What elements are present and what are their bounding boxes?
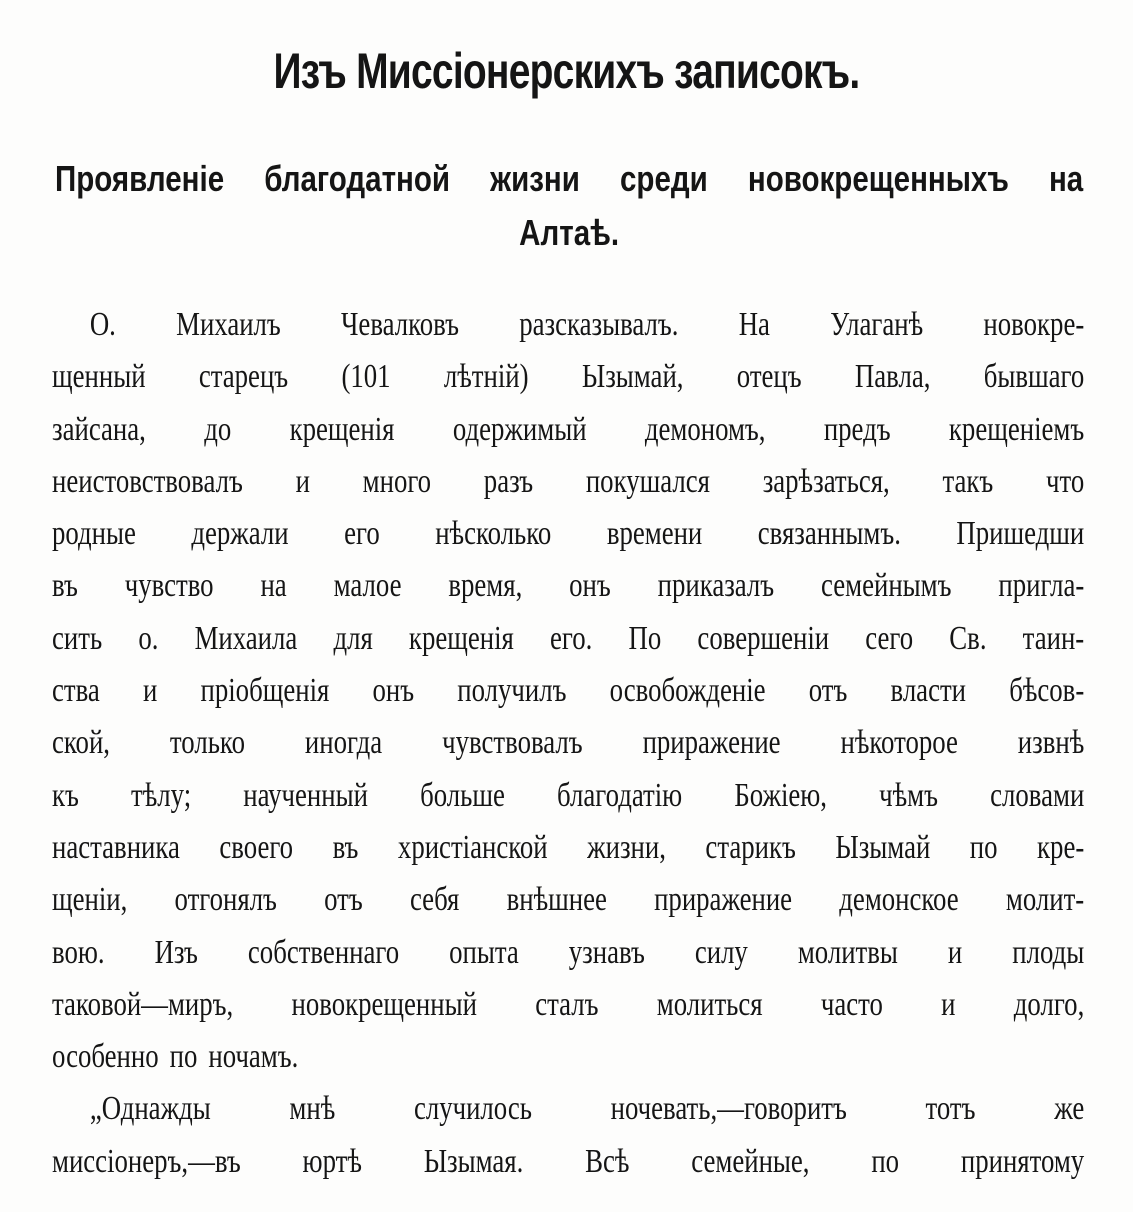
body-line bbox=[52, 1031, 1084, 1083]
body-word: только bbox=[169, 724, 245, 762]
page-title: Изъ Миссіонерскихъ записокъ. bbox=[273, 43, 860, 99]
body-word: иногда bbox=[304, 724, 383, 762]
body-word: случилось bbox=[413, 1090, 532, 1128]
body-line bbox=[52, 456, 1084, 508]
body-word: къ bbox=[52, 776, 79, 814]
body-line bbox=[52, 927, 1084, 979]
body-word: о. bbox=[138, 619, 159, 657]
body-word: Павла, bbox=[854, 358, 931, 396]
body-word: старикъ bbox=[705, 828, 796, 866]
body-word: долго, bbox=[1013, 985, 1085, 1023]
body-line bbox=[52, 665, 1084, 717]
body-line bbox=[52, 979, 1084, 1031]
body-word: держали bbox=[191, 515, 289, 553]
body-word: ской, bbox=[52, 724, 110, 762]
body-word: нѣкоторое bbox=[840, 724, 958, 762]
body-word: что bbox=[1046, 462, 1085, 500]
body-word: разсказывалъ. bbox=[519, 306, 679, 343]
body-word: своего bbox=[219, 828, 294, 866]
body-word: связаннымъ. bbox=[757, 515, 901, 553]
subtitle-word: благодатной bbox=[264, 158, 451, 199]
body-word: же bbox=[1054, 1090, 1085, 1128]
body-line bbox=[52, 508, 1084, 560]
body-word: сталъ bbox=[535, 985, 599, 1023]
body-line bbox=[52, 822, 1084, 874]
body-word: тѣлу; bbox=[131, 776, 192, 814]
body-word: Изъ bbox=[154, 933, 198, 971]
body-word: По bbox=[628, 619, 662, 657]
body-word: молиться bbox=[656, 985, 763, 1023]
body-word: кре- bbox=[1037, 828, 1085, 866]
body-word: ночевать,—говоритъ bbox=[610, 1090, 847, 1128]
body-word: демонское bbox=[839, 881, 959, 919]
body-word: Ызымая. bbox=[423, 1142, 524, 1180]
body-word: отъ bbox=[808, 672, 848, 710]
body-line bbox=[52, 299, 1084, 351]
body-word: опыта bbox=[449, 933, 519, 971]
body-word: особенно bbox=[52, 1038, 159, 1076]
body-word: такъ bbox=[942, 462, 994, 500]
body-word: вою. bbox=[52, 933, 105, 971]
body-word: приражение bbox=[642, 724, 781, 762]
body-word: молит- bbox=[1005, 881, 1085, 919]
body-word: чѣмъ bbox=[879, 776, 938, 814]
body-word: старецъ bbox=[198, 358, 289, 396]
body-word: лѣтній) bbox=[443, 358, 529, 396]
body-word: приказалъ bbox=[657, 567, 775, 605]
body-word: пріобщенія bbox=[200, 672, 330, 710]
body-word: таковой—миръ, bbox=[52, 985, 234, 1023]
body-word: родные bbox=[52, 515, 136, 553]
body-word: тотъ bbox=[925, 1090, 976, 1128]
body-word: крещенія bbox=[289, 410, 395, 448]
body-word: принятому bbox=[960, 1142, 1085, 1180]
body-line bbox=[52, 1136, 1084, 1188]
body-word: и bbox=[947, 933, 963, 971]
body-word: въ bbox=[52, 567, 78, 605]
body-word: онъ bbox=[372, 672, 415, 710]
body-word: бывшаго bbox=[983, 358, 1085, 396]
subtitle-word: жизни bbox=[490, 158, 580, 199]
body-word: Михаила bbox=[194, 619, 298, 657]
body-word: сить bbox=[52, 619, 103, 657]
body-word: На bbox=[738, 306, 770, 343]
body-word: семейнымъ bbox=[821, 567, 952, 605]
body-line bbox=[52, 351, 1084, 403]
body-word: силу bbox=[694, 933, 748, 971]
body-word: наставника bbox=[52, 828, 180, 866]
body-word: Чевалковъ bbox=[341, 306, 460, 343]
body-word: чувство bbox=[124, 567, 214, 605]
body-word: совершеніи bbox=[697, 619, 830, 657]
body-word: покушался bbox=[585, 462, 710, 500]
body-word: щенный bbox=[52, 358, 146, 396]
body-word: наученный bbox=[243, 776, 368, 814]
body-word: молитвы bbox=[797, 933, 898, 971]
subtitle-word: на bbox=[1048, 158, 1084, 199]
body-line bbox=[52, 1083, 1084, 1135]
body-word: себя bbox=[409, 881, 460, 919]
subtitle-word: среди bbox=[620, 158, 708, 199]
body-word: неистовствовалъ bbox=[52, 462, 243, 500]
body-word: словами bbox=[990, 776, 1085, 814]
body-word: малое bbox=[333, 567, 402, 605]
body-word: „Однажды bbox=[89, 1090, 211, 1128]
body-word: мнѣ bbox=[289, 1090, 336, 1128]
body-word: О. bbox=[89, 306, 116, 343]
body-word: узнавъ bbox=[568, 933, 645, 971]
body-word: онъ bbox=[569, 567, 611, 605]
subtitle-word: Проявленіе bbox=[55, 158, 225, 199]
body-word: отъ bbox=[324, 881, 363, 919]
body-word: Св. bbox=[949, 619, 987, 657]
body-word: щеніи, bbox=[52, 881, 128, 919]
body-word: бѣсов- bbox=[1009, 672, 1085, 710]
body-word: по bbox=[969, 828, 998, 866]
body-word: власти bbox=[890, 672, 967, 710]
body-word: отгонялъ bbox=[174, 881, 277, 919]
body-word: по bbox=[169, 1038, 198, 1076]
subtitle-line-2: Алтаѣ. bbox=[519, 212, 620, 253]
body-word: христіанской bbox=[397, 828, 548, 866]
body-word: новокрещенный bbox=[291, 985, 477, 1023]
body-word: получилъ bbox=[457, 672, 567, 710]
article-body bbox=[52, 299, 1084, 1188]
body-word: зарѣзаться, bbox=[762, 462, 890, 500]
body-word: его bbox=[344, 515, 380, 553]
body-word: разъ bbox=[483, 462, 534, 500]
body-word: времени bbox=[606, 515, 703, 553]
body-word: до bbox=[204, 410, 232, 448]
body-word: миссіонеръ,—въ bbox=[52, 1142, 241, 1180]
body-word: больше bbox=[420, 776, 505, 814]
body-word: Пришедши bbox=[956, 515, 1085, 553]
body-word: чувствовалъ bbox=[442, 724, 583, 762]
body-word: часто bbox=[820, 985, 883, 1023]
body-word: по bbox=[871, 1142, 900, 1180]
body-word: нѣсколько bbox=[435, 515, 552, 553]
body-word: зайсана, bbox=[52, 410, 146, 448]
body-word: его. bbox=[550, 619, 593, 657]
body-word: (101 bbox=[341, 358, 391, 396]
body-word: время, bbox=[448, 567, 523, 605]
body-word: крещенія bbox=[408, 619, 514, 657]
body-line bbox=[52, 874, 1084, 926]
body-word: освобожденіе bbox=[609, 672, 766, 710]
body-word: приражение bbox=[654, 881, 793, 919]
body-word: отецъ bbox=[736, 358, 802, 396]
body-word: Улаганѣ bbox=[830, 306, 924, 343]
body-word: предъ bbox=[823, 410, 891, 448]
body-word: благодатію bbox=[557, 776, 683, 814]
body-word: демономъ, bbox=[644, 410, 766, 448]
body-word: и bbox=[142, 672, 158, 710]
body-word: Михаилъ bbox=[176, 306, 281, 343]
body-word: пригла- bbox=[998, 567, 1085, 605]
body-word: внѣшнее bbox=[506, 881, 607, 919]
body-word: ства bbox=[52, 672, 100, 710]
body-word: Ызымай, bbox=[581, 358, 684, 396]
body-word: и bbox=[941, 985, 956, 1023]
body-word: семейные, bbox=[691, 1142, 810, 1180]
body-word: для bbox=[333, 619, 373, 657]
subtitle-word: новокрещенныхъ bbox=[747, 158, 1009, 199]
body-line bbox=[52, 613, 1084, 665]
body-word: собственнаго bbox=[247, 933, 400, 971]
body-word: Божіею, bbox=[734, 776, 828, 814]
body-word: сего bbox=[865, 619, 914, 657]
body-word: таин- bbox=[1022, 619, 1085, 657]
body-word: и bbox=[295, 462, 310, 500]
body-word: Ызымай bbox=[835, 828, 931, 866]
body-word: въ bbox=[332, 828, 359, 866]
body-word: крещеніемъ bbox=[948, 410, 1085, 448]
article-subtitle bbox=[55, 152, 1083, 260]
body-line bbox=[52, 717, 1084, 769]
body-line bbox=[52, 770, 1084, 822]
body-word: на bbox=[260, 567, 287, 605]
body-word: одержимый bbox=[452, 410, 587, 448]
body-word: новокре- bbox=[983, 306, 1085, 343]
body-word: извнѣ bbox=[1017, 724, 1085, 762]
body-line bbox=[52, 560, 1084, 612]
body-word: жизни, bbox=[587, 828, 666, 866]
subtitle-line-1 bbox=[55, 152, 1083, 206]
body-word: юртѣ bbox=[302, 1142, 362, 1180]
body-word: много bbox=[362, 462, 432, 500]
body-word: плоды bbox=[1012, 933, 1085, 971]
body-line bbox=[52, 404, 1084, 456]
body-word: ночамъ. bbox=[208, 1038, 299, 1076]
body-word: Всѣ bbox=[585, 1142, 630, 1180]
